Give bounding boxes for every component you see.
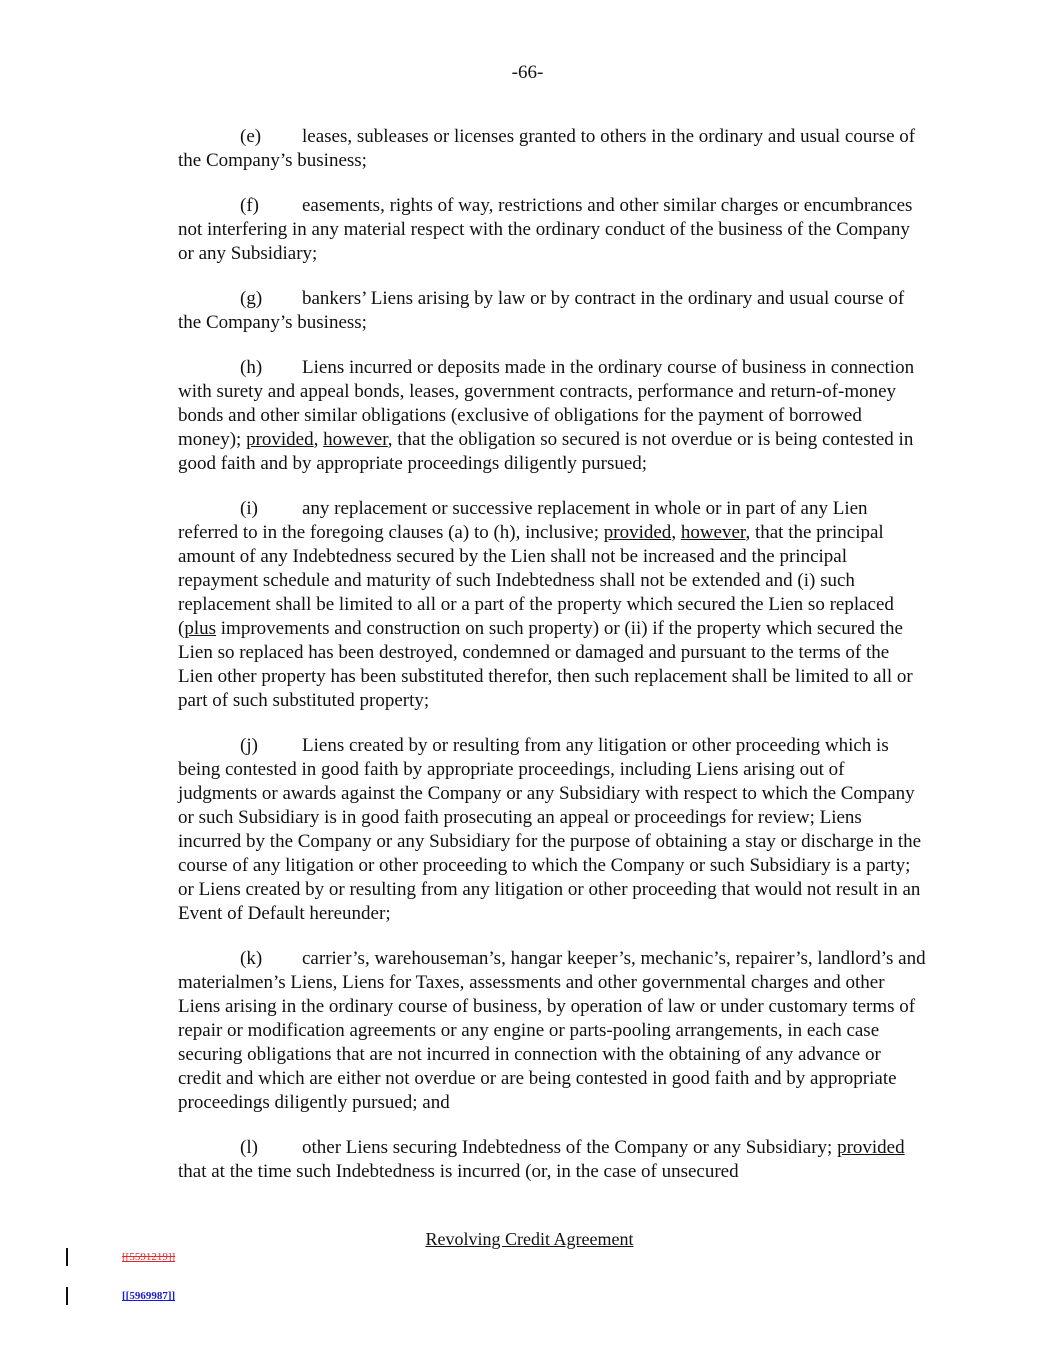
clause-text: , xyxy=(313,429,324,450)
clause-text: improvements and construction on such property) or (ii) if the property which secured the Lien so replaced has been destroyed, condemned or damaged and pursuant to the terms of the Lien other property has been substituted therefor, then such replacement shall be limited to all or part of such substituted property; xyxy=(178,618,913,711)
clause-text: , xyxy=(671,522,681,543)
clause xyxy=(178,194,928,266)
clause-label: (f) xyxy=(240,195,259,216)
clause-text: bankers’ Liens arising by law or by contract in the ordinary and usual course of the Company’s business; xyxy=(178,288,905,333)
defined-term: however xyxy=(680,522,746,543)
clause-text: carrier’s, warehouseman’s, hangar keeper’s, mechanic’s, repairer’s, landlord’s and materialmen’s Liens, Liens for Taxes, assessments and other governmental charges and other Liens arising in the ordinary course of business, by operation of law or under customary terms of repair or modification agreements or any engine or parts-pooling arrangements, in each case securing obligations that are not incurred in connection with the obtaining of any advance or credit and which are either not overdue or are being contested in good faith and by appropriate proceedings diligently pursued; and xyxy=(178,948,926,1113)
inserted-document-code: [[5969987]] xyxy=(122,1290,176,1302)
clause xyxy=(178,125,928,173)
clause-label: (g) xyxy=(240,288,263,309)
clause-text: other Liens securing Indebtedness of the Company or any Subsidiary; xyxy=(302,1137,838,1158)
clause xyxy=(178,734,928,926)
defined-term: provided xyxy=(837,1137,905,1158)
clause-label: (h) xyxy=(240,357,263,378)
clause-label: (i) xyxy=(240,498,258,519)
defined-term: however xyxy=(323,429,388,450)
clause-label: (j) xyxy=(240,735,258,756)
clause xyxy=(178,1136,928,1184)
clause-text: that at the time such Indebtedness is incurred (or, in the case of unsecured xyxy=(178,1161,739,1182)
defined-term: plus xyxy=(184,618,217,639)
clause xyxy=(178,287,928,335)
clause xyxy=(178,356,928,476)
defined-term: provided xyxy=(246,429,314,450)
clause-text: easements, rights of way, restrictions and other similar charges or encumbrances not interfering in any material respect with the ordinary conduct of the business of the Company or any Subsidiary; xyxy=(178,195,913,264)
footer-document-title: Revolving Credit Agreement xyxy=(425,1229,634,1249)
clause-label: (l) xyxy=(240,1137,258,1158)
clause xyxy=(178,497,928,713)
clause-label: (e) xyxy=(240,126,262,147)
deleted-document-code: [[5591219]] xyxy=(122,1251,176,1263)
clause-text: Liens created by or resulting from any litigation or other proceeding which is being contested in good faith by appropriate proceedings, including Liens arising out of judgments or awards against the Company or any Subsidiary with respect to which the Company or such Subsidiary is in good faith prosecuting an appeal or proceedings for review; Liens incurred by the Company or any Subsidiary for the purpose of obtaining a stay or discharge in the course of any litigation or other proceeding to which the Company or such Subsidiary is a party; or Liens created by or resulting from any litigation or other proceeding that would not result in an Event of Default hereunder; xyxy=(178,735,922,924)
change-bar xyxy=(66,1248,68,1266)
clause-text: , that the obligation so secured is not overdue or is being contested in good faith and by appropriate proceedings diligently pursued; xyxy=(178,429,914,474)
clause-text: leases, subleases or licenses granted to others in the ordinary and usual course of the Company’s business; xyxy=(178,126,916,171)
clause-text: Liens incurred or deposits made in the ordinary course of business in connection with surety and appeal bonds, leases, government contracts, performance and return-of-money bonds and other similar obligations (exclusive of obligations for the payment of borrowed money); xyxy=(178,357,915,450)
change-bar xyxy=(66,1287,68,1305)
clause-text: , that the principal amount of any Indebtedness secured by the Lien shall not be increased and the principal repayment schedule and maturity of such Indebtedness shall not be extended and (i) such replacement shall be limited to all or a part of the property which secured the Lien so replaced ( xyxy=(178,522,894,639)
clause-label: (k) xyxy=(240,948,263,969)
page-number: -66- xyxy=(511,62,544,83)
document-body xyxy=(178,125,928,1205)
defined-term: provided xyxy=(603,522,672,543)
clause xyxy=(178,947,928,1115)
clause-text: any replacement or successive replacement in whole or in part of any Lien referred to in the foregoing clauses (a) to (h), inclusive; xyxy=(178,498,868,543)
